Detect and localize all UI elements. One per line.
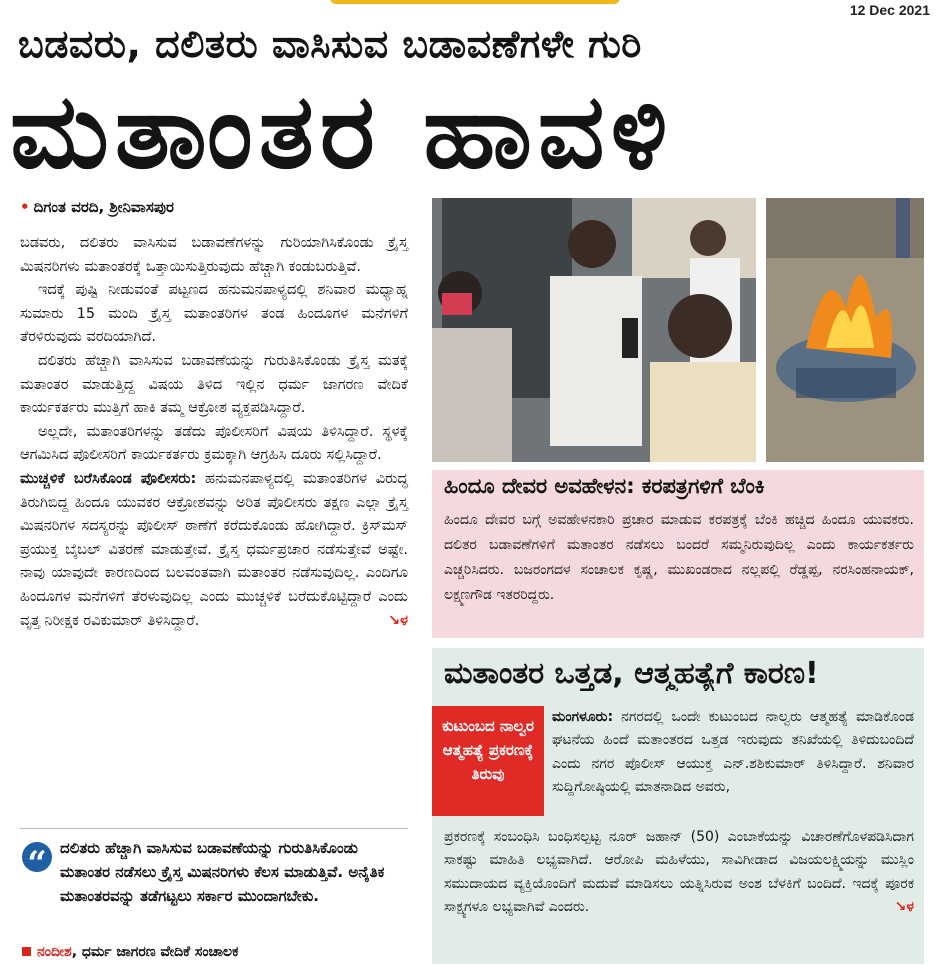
article-paragraph: ಅಲ್ಲದೇ, ಮತಾಂತರಿಗಳನ್ನು ತಡೆದು ಪೊಲೀಸರಿಗೆ ವಿಷಯ ತಿಳಿಸಿದ್ದಾರೆ. ಸ್ಥಳಕ್ಕೆ ಆಗಮಿಸಿದ ಪೊಲೀಸರಿಗೆ ಕಾರ್ಯಕರ್ತರು ಕ್ರಮಕ್ಕಾಗಿ ಆಗ್ರಹಿಸಿ ದೂರು ಸಲ್ಲಿಸಿದ್ದಾರೆ. (20, 423, 408, 464)
article-subhead: ಮುಚ್ಚಳಿಕೆ ಬರೆಸಿಕೊಂಡ ಪೊಲೀಸರು: (20, 470, 197, 487)
photo-protest-illustration (432, 198, 756, 462)
end-mark-icon: ↘ಳ (387, 612, 408, 629)
end-mark-icon: ↘ಳ (894, 899, 914, 916)
article-paragraph: ದಲಿತರು ಹೆಚ್ಚಾಗಿ ವಾಸಿಸುವ ಬಡಾವಣೆಯನ್ನು ಗುರುತಿಸಿಕೊಂಡು ಕ್ರೈಸ್ತ ಮತಕ್ಕೆ ಮತಾಂತರ ಮಾಡುತ್ತಿದ್ದ ವಿಷಯ ತಿಳಿದ ಇಲ್ಲಿನ ಧರ್ಮ ಜಾಗರಣ ವೇದಿಕೆ ಕಾರ್ಯಕರ್ತರು ಮುತ್ತಿಗೆ ಹಾಕಿ ತಮ್ಮ ಆಕ್ರೋಶ ವ್ಯಕ್ತಪಡಿಸಿದ್ದಾರೆ. (20, 352, 408, 417)
article-paragraph (20, 468, 408, 633)
news-photo-protest (432, 198, 756, 462)
sidebar-green-text-bottom: ಪ್ರಕರಣಕ್ಕೆ ಸಂಬಂಧಿಸಿ ಬಂಧಿಸಲ್ಪಟ್ಟ ನೂರ್ ಜಹಾನ್ (50) ಎಂಬಾಕೆಯನ್ನು ವಿಚಾರಣೆಗೊಳಪಡಿಸಿದಾಗ ಸಾಕಷ್ಟು ಮಾಹಿತಿ ಲಭ್ಯವಾಗಿದೆ. ಆರೋಪಿ ಮಹಿಳೆಯು, ಸಾವಿಗೀಡಾದ ವಿಜಯಲಕ್ಷ್ಮಿಯನ್ನು ಮುಸ್ಲಿಂ ಸಮುದಾಯದ ವ್ಯಕ್ತಿಯೊಂದಿಗೆ ಮದುವೆ ಮಾಡಿಸಲು ಯತ್ನಿಸಿರುವ ಅಂಶ ಬೆಳಕಿಗೆ ಬಂದಿದೆ. ಇದಕ್ಕೆ ಪೂರಕ ಸಾಕ್ಷ್ಯಗಳೂ ಲಭ್ಯವಾಗಿವೆ ಎಂದರು. (444, 829, 914, 916)
dateline: ಮಂಗಳೂರು: (552, 709, 614, 725)
headline-kicker: ಬಡವರು, ದಲಿತರು ವಾಸಿಸುವ ಬಡಾವಣೆಗಳೇ ಗುರಿ (18, 22, 642, 66)
quote-icon: “ (22, 842, 52, 872)
sidebar-green-body-top (552, 706, 914, 800)
masthead-strip (0, 0, 940, 22)
sidebar-green-text: ನಗರದಲ್ಲಿ ಒಂದೇ ಕುಟುಂಬದ ನಾಲ್ವರು ಆತ್ಮಹತ್ಯೆ ಮಾಡಿಕೊಂಡ ಘಟನೆಯ ಹಿಂದೆ ಮತಾಂತರದ ಒತ್ತಡ ಇರುವುದು ತನಿಖೆಯಲ್ಲಿ ತಿಳಿದುಬಂದಿದೆ ಎಂದು ನಗರ ಪೊಲೀಸ್ ಆಯುಕ್ತ ಎನ್.ಶಶಿಕುಮಾರ್ ತಿಳಿಸಿದ್ದಾರೆ. ಶನಿವಾರ ಸುದ್ದಿಗೋಷ್ಠಿಯಲ್ಲಿ ಮಾತನಾಡಿದ ಅವರು, (552, 709, 914, 796)
sidebar-pink-body: ಹಿಂದೂ ದೇವರ ಬಗ್ಗೆ ಅವಹೇಳನಕಾರಿ ಪ್ರಚಾರ ಮಾಡುವ ಕರಪತ್ರಕ್ಕೆ ಬೆಂಕಿ ಹಚ್ಚಿದ ಹಿಂದೂ ಯುವಕರು. ದಲಿತರ ಬಡಾವಣೆಗಳಿಗೆ ಮತಾಂತರ ನಡೆಸಲು ಬಂದರೆ ಸಮ್ಮನಿರುವುದಿಲ್ಲ ಎಂದು ಕಾರ್ಯಕರ್ತರು ಎಚ್ಚರಿಸಿದರು. ಬಜರಂಗದಳ ಸಂಚಾಲಕ ಕೃಷ್ಣ, ಮುಖಂಡರಾದ ನಲ್ಲಪಲ್ಲಿ ರೆಡ್ಡಪ್ಪ, ನರಸಿಂಹನಾಯಕ್, ಲಕ್ಷ್ಮಣಗೌಡ ಇತರರಿದ್ದರು. (444, 512, 914, 603)
article-body (20, 232, 408, 633)
article-paragraph: ಇದಕ್ಕೆ ಪುಷ್ಟಿ ನೀಡುವಂತೆ ಪಟ್ಟಣದ ಹನುಮನಪಾಳ್ಯದಲ್ಲಿ ಶನಿವಾರ ಮಧ್ಯಾಹ್ನ ಸುಮಾರು 15 ಮಂದಿ ಕ್ರೈಸ್ತ ಮತಾಂತರಿಗಳ ತಂಡ ಹಿಂದೂಗಳ ಮನೆಗಳಿಗೆ ತೆರಳಿರುವುದು ವರದಿಯಾಗಿದೆ. (20, 282, 408, 346)
bullet-icon: • (20, 198, 30, 216)
photo-fire-illustration (766, 198, 924, 462)
byline (20, 198, 174, 216)
headline-main: ಮತಾಂತರ ಹಾವಳಿ (10, 72, 674, 192)
sidebar-green-title: ಮತಾಂತರ ಒತ್ತಡ, ಆತ್ಮಹತ್ಯೆಗೆ ಕಾರಣ! (444, 656, 819, 691)
sidebar-pink-title: ಹಿಂದೂ ದೇವರ ಅವಹೇಳನ: ಕರಪತ್ರಗಳಿಗೆ ಬೆಂಕಿ (444, 474, 765, 498)
sidebar-green-body-bottom (444, 826, 914, 920)
article-paragraph: ಬಡವರು, ದಲಿತರು ವಾಸಿಸುವ ಬಡಾವಣೆಗಳನ್ನು ಗುರಿಯಾಗಿಸಿಕೊಂಡು ಕ್ರೈಸ್ತ ಮಿಷನರಿಗಳು ಮತಾಂತರಕ್ಕೆ ಒತ್ತಾಯಿಸುತ್ತಿರುವುದು ಹೆಚ್ಚಾಗಿ ಕಂಡುಬರುತ್ತಿವೆ. (20, 235, 408, 275)
article-paragraph-text: ಹನುಮನಪಾಳ್ಯದಲ್ಲಿ ಮತಾಂತರಿಗಳ ವಿರುದ್ಧ ತಿರುಗಿಬಿದ್ದ ಹಿಂದೂ ಯುವಕರ ಆಕ್ರೋಶವನ್ನು ಅರಿತ ಪೊಲೀಸರು ತಕ್ಷಣ ಎಲ್ಲಾ ಕ್ರೈಸ್ತ ಮಿಷನರಿಗಳ ಸದಸ್ಯರನ್ನು ಪೊಲೀಸ್ ಠಾಣೆಗೆ ಕರೆದುಕೊಂಡು ಹೋಗಿದ್ದಾರೆ. ಕ್ರಿಸ್‌ಮಸ್ ಪ್ರಯುಕ್ತ ಬೈಬಲ್ ವಿತರಣೆ ಮಾಡುತ್ತೇವೆ. ಕ್ರೈಸ್ತ ಧರ್ಮಪ್ರಚಾರ ನಡೆಸುತ್ತೇವೆ ಅಷ್ಟೇ. ನಾವು ಯಾವುದೇ ಕಾರಣದಿಂದ ಬಲವಂತವಾಗಿ ಮತಾಂತರ ನಡೆಸುವುದಿಲ್ಲ. ಎಂದಿಗೂ ಹಿಂದೂಗಳ ಮನೆಗಳಿಗೆ ತೆರಳುವುದಿಲ್ಲ ಎಂದು ಮುಚ್ಚಳಿಕೆ ಬರೆದುಕೊಟ್ಟಿದ್ದಾರೆ ಎಂದು ವೃತ್ತ ನಿರೀಕ್ಷಕ ರವಿಕುಮಾರ್ ತಿಳಿಸಿದ್ದಾರೆ. (20, 470, 408, 629)
red-label-box: ಕುಟುಂಬದ ನಾಲ್ವರ ಆತ್ಮಹತ್ಯೆ ಪ್ರಕರಣಕ್ಕೆ ತಿರುವು (432, 706, 544, 816)
divider (20, 828, 408, 829)
byline-text: ದಿಗಂತ ವರದಿ, ಶ್ರೀನಿವಾಸಪುರ (33, 198, 174, 216)
pull-quote-author (22, 944, 238, 960)
page-date: 12 Dec 2021 (849, 2, 930, 18)
author-name: ನಂದೀಶ (37, 944, 72, 960)
masthead-logo-band (330, 0, 620, 4)
pull-quote-text: ದಲಿತರು ಹೆಚ್ಚಾಗಿ ವಾಸಿಸುವ ಬಡಾವಣೆಯನ್ನು ಗುರುತಿಸಿಕೊಂಡು ಮತಾಂತರ ನಡೆಸಲು ಕ್ರೈಸ್ತ ಮಿಷನರಿಗಳು ಕೆಲಸ ಮಾಡುತ್ತಿವೆ. ಅನೈತಿಕ ಮತಾಂತರವನ್ನು ತಡೆಗಟ್ಟಲು ಸರ್ಕಾರ ಮುಂದಾಗಬೇಕು. (60, 839, 385, 905)
author-role: , ಧರ್ಮ ಜಾಗರಣ ವೇದಿಕೆ ಸಂಚಾಲಕ (71, 944, 239, 960)
news-photo-burning-pamphlets (766, 198, 924, 462)
square-bullet-icon (22, 947, 31, 956)
